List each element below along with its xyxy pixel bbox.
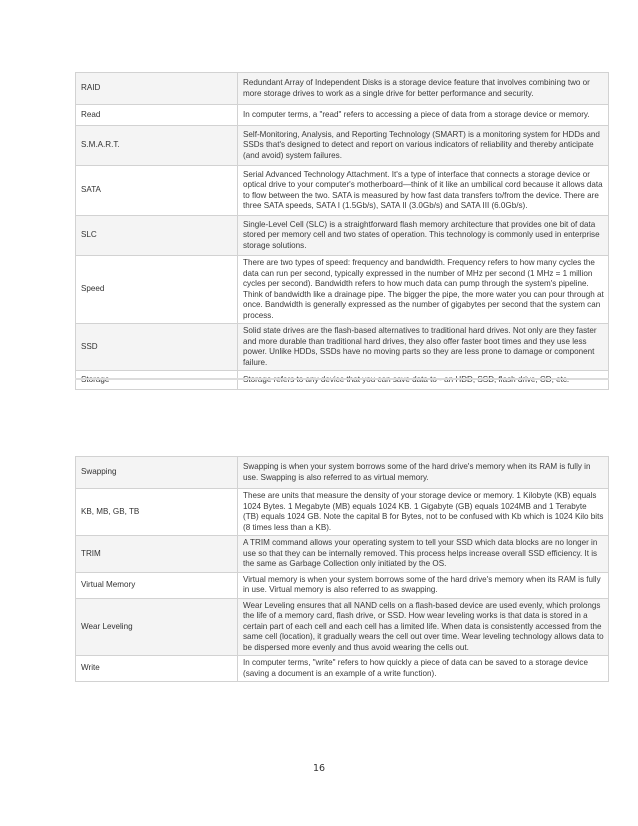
glossary-definition — [238, 371, 609, 390]
table-row — [76, 324, 609, 371]
glossary-definition: Single-Level Cell (SLC) is a straightforward flash memory architecture that provides one bit of data stored per memory cell and two states of operation. This technology is commonly used in enterprise storage solutions. — [238, 216, 609, 256]
glossary-definition: Virtual memory is when your system borrows some of the hard drive's memory when its RAM is fully in use. Virtual memory is also referred to as swapping. — [238, 572, 609, 598]
table-row — [76, 126, 609, 166]
glossary-definition: Self-Monitoring, Analysis, and Reporting Technology (SMART) is a monitoring system for HDDs and SSDs that's designed to detect and report on various indicators of reliability and thereby anticipate (and avoid) system failures. — [238, 126, 609, 166]
glossary-term: SLC — [76, 216, 238, 256]
glossary-term: Wear Leveling — [76, 598, 238, 656]
glossary-term: TRIM — [76, 536, 238, 573]
table-row — [76, 166, 609, 216]
table-row — [76, 216, 609, 256]
table-row — [76, 598, 609, 656]
table-row — [76, 572, 609, 598]
glossary-term: SATA — [76, 166, 238, 216]
glossary-definition: Serial Advanced Technology Attachment. It's a type of interface that connects a storage device or optical drive to your computer's motherboard—think of it like an umbilical cord because it allows data to flow between the two. SATA is measured by how fast data transfers to/from the device. There are three SATA speeds, SATA I (1.5Gb/s), SATA II (3.0Gb/s) and SATA III (6.0Gb/s). — [238, 166, 609, 216]
glossary-definition: In computer terms, "write" refers to how quickly a piece of data can be saved to a storage device (saving a document is an example of a write function). — [238, 656, 609, 682]
table-row — [76, 489, 609, 536]
table-row — [76, 371, 609, 390]
glossary-table-1 — [75, 72, 609, 390]
table-row — [76, 536, 609, 573]
glossary-definition: Redundant Array of Independent Disks is a storage device feature that involves combining two or more storage drives to work as a single drive for better performance and security. — [238, 73, 609, 105]
table-row — [76, 73, 609, 105]
glossary-definition: These are units that measure the density of your storage device or memory. 1 Kilobyte (KB) equals 1024 Bytes. 1 Megabyte (MB) equals 1024 KB. 1 Gigabyte (GB) equals 1024MB and 1 Terabyte (TB) equals 1024 GB. Note the capital B for Bytes, not to be confused with Kb which is 1024 Kilo bits (8 times less than a KB). — [238, 489, 609, 536]
glossary-term: KB, MB, GB, TB — [76, 489, 238, 536]
glossary-definition: Swapping is when your system borrows some of the hard drive's memory when its RAM is fully in use. Swapping is also referred to as virtual memory. — [238, 457, 609, 489]
glossary-definition: Wear Leveling ensures that all NAND cells on a flash-based device are used evenly, which prolongs the life of a memory card, flash drive, or SSD. How wear leveling works is that data is stored in a certain part of each cell and each cell has a limited life. When data is consistently accessed from the same cell (location), it gradually wears the cell out over time. Wear leveling technology allows data to be dispersed more evenly and thus avoid wearing the cells out. — [238, 598, 609, 656]
glossary-term — [76, 371, 238, 390]
table-row — [76, 457, 609, 489]
glossary-definition: In computer terms, a "read" refers to accessing a piece of data from a storage device or memory. — [238, 105, 609, 126]
glossary-term: Speed — [76, 256, 238, 324]
glossary-term: Virtual Memory — [76, 572, 238, 598]
page-number: 16 — [312, 763, 326, 774]
table-row — [76, 656, 609, 682]
glossary-term: Write — [76, 656, 238, 682]
table-row — [76, 256, 609, 324]
glossary-definition: There are two types of speed: frequency and bandwidth. Frequency refers to how many cycles the data can run per second, typically expressed in the number of MHz per second (1 MHz = 1 million cycles per second). Bandwidth refers to how much data can pump through the system's pipeline. Think of bandwidth like a drainage pipe. The bigger the pipe, the more water you can pour through at once. Bandwidth is generally expressed as the number of gigabytes per second that the system can process. — [238, 256, 609, 324]
glossary-term: S.M.A.R.T. — [76, 126, 238, 166]
glossary-term: Read — [76, 105, 238, 126]
glossary-term: Swapping — [76, 457, 238, 489]
glossary-definition: Solid state drives are the flash-based alternatives to traditional hard drives. Not only are they faster and more durable than traditional hard drives, they also offer faster boot times and they use less power. Unlike HDDs, SSDs have no moving parts so they are less prone to damage or component failure. — [238, 324, 609, 371]
table-row — [76, 105, 609, 126]
glossary-table-2 — [75, 456, 609, 682]
table-1-bottom-edge — [75, 378, 609, 380]
glossary-term: RAID — [76, 73, 238, 105]
glossary-definition: A TRIM command allows your operating system to tell your SSD which data blocks are no longer in use so that they can be internally removed. This process helps increase overall SSD efficiency. It is the same as Garbage Collection only initiated by the OS. — [238, 536, 609, 573]
glossary-term: SSD — [76, 324, 238, 371]
